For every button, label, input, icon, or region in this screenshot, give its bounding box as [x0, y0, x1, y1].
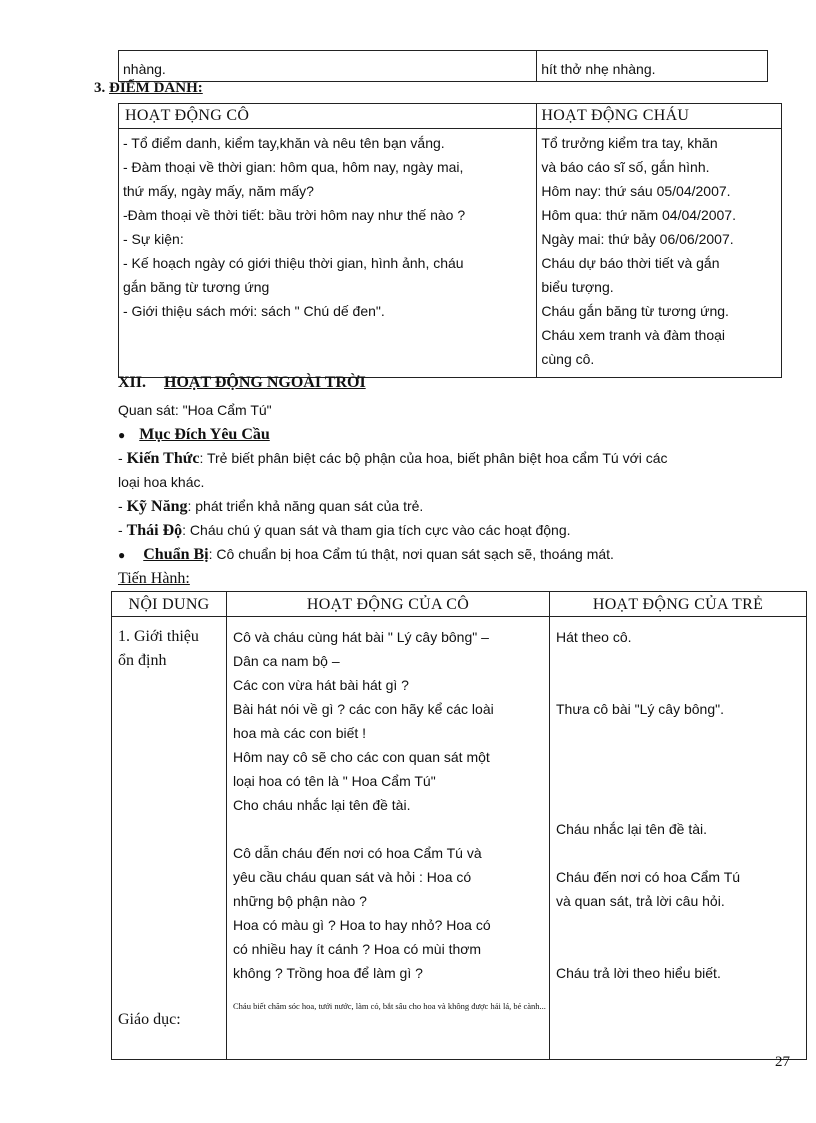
- teacher-line: loại hoa có tên là " Hoa Cẩm Tú": [233, 773, 436, 789]
- child-line: Thưa cô bài "Lý cây bông".: [556, 701, 724, 717]
- teacher-line: những bộ phận nào ?: [233, 893, 367, 909]
- attendance-header-left-text: HOẠT ĐỘNG CÔ: [125, 107, 250, 124]
- bullet-icon: ●: [118, 428, 126, 442]
- objectives-bullet: [118, 422, 270, 447]
- teacher-line: không ? Trồng hoa để làm gì ?: [233, 965, 423, 981]
- attendance-header-right: [537, 104, 782, 129]
- top-table-left-text: nhàng.: [123, 61, 166, 77]
- objectives-title: Mục Đích Yêu Cầu: [139, 426, 270, 443]
- child-line: [556, 649, 806, 673]
- procedure-title: Tiến Hành:: [118, 570, 190, 587]
- teacher-line: hoa mà các con biết !: [233, 725, 367, 741]
- attendance-child-line: Tổ trưởng kiểm tra tay, khăn: [541, 135, 718, 151]
- knowledge-line: - Kiến Thức: Trẻ biết phân biệt các bộ phận của hoa, biết phân biệt hoa cẩm Tú với các: [118, 450, 668, 467]
- child-line: Cháu trả lời theo hiểu biết.: [556, 965, 721, 981]
- attitude-line: - Thái Độ: Cháu chú ý quan sát và tham gia tích cực vào các hoạt động.: [118, 522, 571, 539]
- child-line: [556, 937, 806, 961]
- teacher-line: yêu cầu cháu quan sát và hỏi : Hoa có: [233, 869, 472, 885]
- attendance-child-line: Cháu dự báo thời tiết và gắn: [541, 255, 720, 271]
- attendance-header-left: [119, 104, 537, 129]
- activity-header-teacher: [227, 592, 550, 617]
- child-line: [556, 673, 806, 697]
- child-line: và quan sát, trả lời câu hỏi.: [556, 893, 725, 909]
- content-intro-line: 1. Giới thiệu: [118, 628, 199, 645]
- activity-table: [111, 591, 807, 1060]
- attendance-teacher-line: - Giới thiệu sách mới: sách " Chú dế đen".: [123, 303, 385, 319]
- observe-line: Quan sát: "Hoa Cẩm Tú": [118, 402, 272, 418]
- top-table-right-cell: [537, 51, 768, 82]
- attendance-teacher-line: - Đàm thoại về thời gian: hôm qua, hôm nay, ngày mai,: [123, 159, 464, 175]
- activity-header-content: [112, 592, 227, 617]
- attendance-child-line: Cháu gắn băng từ tương ứng.: [541, 303, 729, 319]
- attendance-child-cell: [537, 129, 782, 378]
- attendance-header-right-text: HOẠT ĐỘNG CHÁU: [541, 107, 690, 124]
- activity-header-child: [550, 592, 807, 617]
- prep-label: Chuẩn Bị: [143, 546, 209, 563]
- attendance-teacher-line: gắn băng từ tương ứng: [123, 279, 270, 295]
- child-line: Cháu nhắc lại tên đề tài.: [556, 821, 707, 837]
- attendance-table: [118, 103, 782, 378]
- child-line: [556, 841, 806, 865]
- activity-child-cell: [550, 617, 807, 1060]
- knowledge-label: Kiến Thức: [126, 450, 200, 467]
- teacher-line: Hôm nay cô sẽ cho các con quan sát một: [233, 749, 490, 765]
- knowledge-text: : Trẻ biết phân biệt các bộ phận của hoa, biết phân biệt hoa cẩm Tú với các: [199, 450, 668, 466]
- activity-header-child-text: HOẠT ĐỘNG CỦA TRẺ: [592, 596, 764, 613]
- attitude-text: : Cháu chú ý quan sát và tham gia tích cực vào các hoạt động.: [182, 522, 571, 538]
- section3-title: ĐIỂM DANH:: [109, 80, 203, 96]
- attendance-teacher-line: - Kế hoạch ngày có giới thiệu thời gian, hình ảnh, cháu: [123, 255, 464, 271]
- teacher-line: có nhiều hay ít cánh ? Hoa có mùi thơm: [233, 941, 482, 957]
- teacher-education-note: Cháu biết chăm sóc hoa, tưới nước, làm cỏ, bắt sâu cho hoa và không được hái lá, bẻ cành...: [233, 1001, 546, 1011]
- skill-label: Kỹ Năng: [126, 498, 188, 515]
- teacher-line: Hoa có màu gì ? Hoa to hay nhỏ? Hoa có: [233, 917, 491, 933]
- attendance-child-line: Ngày mai: thứ bảy 06/06/2007.: [541, 231, 734, 247]
- child-line: Cháu đến nơi có hoa Cẩm Tú: [556, 869, 741, 885]
- attendance-child-line: biểu tượng.: [541, 279, 614, 295]
- attendance-child-line: Hôm nay: thứ sáu 05/04/2007.: [541, 183, 731, 199]
- prep-text: : Cô chuẩn bị hoa Cẩm tú thật, nơi quan sát sạch sẽ, thoáng mát.: [208, 546, 614, 562]
- child-line: [556, 769, 806, 793]
- activity-teacher-cell: [227, 617, 550, 1060]
- activity-header-content-text: NỘI DUNG: [128, 596, 210, 613]
- attendance-teacher-line: thứ mấy, ngày mấy, năm mấy?: [123, 183, 314, 199]
- attitude-label: Thái Độ: [126, 522, 183, 539]
- teacher-line: Cho cháu nhắc lại tên đề tài.: [233, 797, 411, 813]
- child-line: [556, 913, 806, 937]
- teacher-line: Cô và cháu cùng hát bài " Lý cây bông" –: [233, 629, 489, 645]
- knowledge-line-2: loại hoa khác.: [118, 474, 205, 490]
- activity-content-cell: [112, 617, 227, 1060]
- section12-number: XII.: [118, 374, 147, 391]
- activity-header-teacher-text: HOẠT ĐỘNG CỦA CÔ: [306, 596, 470, 613]
- content-education: Giáo dục:: [118, 1011, 181, 1028]
- teacher-line: Dân ca nam bộ –: [233, 653, 340, 669]
- content-intro-line: ổn định: [118, 652, 167, 669]
- attendance-child-line: Hôm qua: thứ năm 04/04/2007.: [541, 207, 736, 223]
- attendance-teacher-line: -Đàm thoại về thời tiết: bầu trời hôm nay như thế nào ?: [123, 207, 466, 223]
- bullet-icon: ●: [118, 548, 126, 562]
- child-line: [556, 721, 806, 745]
- skill-line: - Kỹ Năng: phát triển khả năng quan sát của trẻ.: [118, 498, 424, 515]
- prep-line: [118, 542, 614, 567]
- attendance-teacher-cell: [119, 129, 537, 378]
- top-table-left-cell: [119, 51, 537, 82]
- teacher-line: [233, 817, 549, 841]
- attendance-teacher-line: - Tổ điểm danh, kiểm tay,khăn và nêu tên bạn vắng.: [123, 135, 445, 151]
- section12-title: HOẠT ĐỘNG NGOÀI TRỜI: [164, 374, 366, 391]
- attendance-child-line: và báo cáo sĩ số, gắn hình.: [541, 159, 710, 175]
- child-line: [556, 793, 806, 817]
- teacher-line: Bài hát nói về gì ? các con hãy kể các loài: [233, 701, 494, 717]
- top-table: [118, 50, 768, 82]
- section3-heading: [94, 80, 203, 97]
- attendance-teacher-line: - Sự kiện:: [123, 231, 184, 247]
- child-line: Hát theo cô.: [556, 629, 632, 645]
- attendance-child-line: cùng cô.: [541, 351, 595, 367]
- skill-text: : phát triển khả năng quan sát của trẻ.: [187, 498, 424, 514]
- section12-heading: [118, 374, 366, 392]
- attendance-child-line: Cháu xem tranh và đàm thoại: [541, 327, 726, 343]
- page-number: 27: [775, 1054, 790, 1070]
- teacher-line: Các con vừa hát bài hát gì ?: [233, 677, 409, 693]
- section3-number: 3.: [94, 80, 106, 96]
- teacher-line: Cô dẫn cháu đến nơi có hoa Cẩm Tú và: [233, 845, 482, 861]
- top-table-right-text: hít thở nhẹ nhàng.: [541, 61, 656, 77]
- child-line: [556, 745, 806, 769]
